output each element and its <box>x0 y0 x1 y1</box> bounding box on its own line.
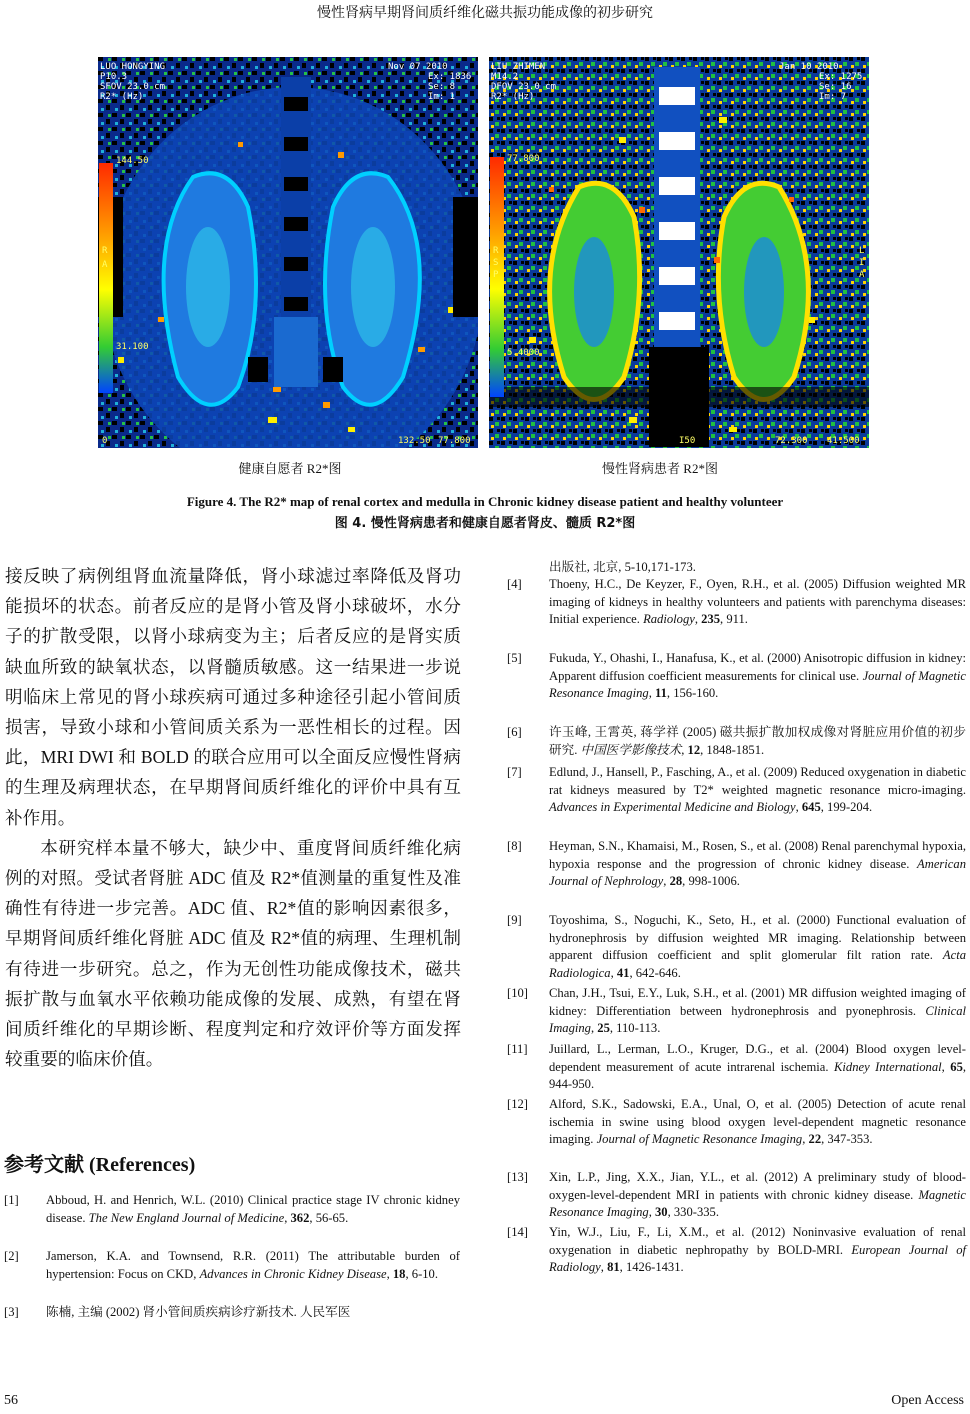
overlay-tl-1: LIU ZHIMEN <box>491 62 546 72</box>
bottom-right-value: 77.800 <box>438 436 471 446</box>
reference-pages: , 56-65. <box>309 1210 349 1225</box>
side-letter-3: A <box>859 270 865 280</box>
body-text-column <box>5 561 461 1074</box>
publisher-label: Open Access <box>891 1393 964 1408</box>
mri-r2-map-healthy <box>98 57 478 448</box>
scale-letter-3: P <box>493 270 499 280</box>
figure-caption-en: Figure 4. The R2* map of renal cortex and medulla in Chronic kidney disease patient and healthy volunteer <box>186 494 784 509</box>
reference-text: Heyman, S.N., Khamaisi, M., Rosen, S., et al. (2008) Renal parenchymal hypoxia, hypoxia response and the progression of chronic kidney disease. <box>549 839 966 871</box>
overlay-tr-2: Ex: 1275 <box>819 72 863 82</box>
reference-volume: 235 <box>701 612 721 627</box>
bottom-mid-value: I50 <box>679 436 696 446</box>
scale-top-value: 77.800 <box>507 154 540 164</box>
reference-sep: , <box>941 1059 951 1074</box>
reference-number: [13] <box>507 1170 528 1184</box>
reference-volume: 11 <box>654 686 667 701</box>
overlay-tl-2: P10.3 <box>100 72 128 82</box>
overlay-tr-3: Se: 16 <box>819 82 852 92</box>
reference-text: Chan, J.H., Tsui, E.Y., Luk, S.H., et al. (2001) MR diffusion weighted imaging of kidney: Differentiation between hydronephrosis and pyonephrosis. <box>549 986 966 1018</box>
reference-text: 许玉峰, 王霄英, 蒋学祥 (2005) 磁共振扩散加权成像对肾脏应用价值的初步研究. <box>549 725 966 757</box>
reference-volume: 18 <box>392 1266 406 1281</box>
reference-number: [11] <box>507 1042 528 1056</box>
reference-sep: , <box>694 612 702 627</box>
reference-pages: , 330-335. <box>667 1205 719 1220</box>
reference-pages: , 199-204. <box>820 800 873 815</box>
scale-bottom-value: 5.4000 <box>507 348 540 358</box>
reference-journal: 中国医学影像技术 <box>580 742 682 757</box>
reference-number: [3] <box>4 1305 19 1319</box>
subcaption-right: 慢性肾病患者 R2*图 <box>602 461 718 476</box>
references-heading: 参考文献 (References) <box>4 1154 196 1176</box>
reference-pages: , 6-10. <box>405 1266 438 1281</box>
reference-journal: American Journal of Nephrology <box>549 856 966 889</box>
figure-caption-cn: 图 4. 慢性肾病患者和健康自愿者肾皮、髓质 R2*图 <box>334 516 636 531</box>
overlay-tl-1: LUO HONGYING <box>100 62 166 72</box>
reference-text: Jamerson, K.A. and Townsend, R.R. (2011) The attributable burden of hypertension: Focus on CKD, <box>46 1249 460 1281</box>
side-letter-1: L <box>859 246 865 256</box>
reference-text: Thoeny, H.C., De Keyzer, F., Oyen, R.H., et al. (2005) Diffusion weighted MR imaging of kidneys in healthy volunteers and patients with parenchyma diseases: Initial experience. <box>549 577 966 627</box>
reference-journal: Radiology <box>643 612 695 627</box>
reference-text: Alford, S.K., Sadowski, E.A., Unal, O, et al. (2005) Detection of acute renal ischemia in swine using blood oxygen level-dependent magnetic resonance imaging. <box>549 1097 966 1147</box>
reference-pages: , 110-113. <box>609 1021 661 1036</box>
running-header: 慢性肾病早期肾间质纤维化磁共振功能成像的初步研究 <box>317 6 653 21</box>
reference-sep: , <box>386 1266 393 1281</box>
reference-journal: Advances in Chronic Kidney Disease <box>199 1266 387 1281</box>
reference-number: [9] <box>507 913 522 927</box>
reference-volume: 41 <box>616 965 630 980</box>
reference-journal: Clinical Imaging <box>549 1003 966 1036</box>
overlay-tr-4: Im: 1 <box>428 92 456 102</box>
overlay-tr-1: Jan 10 2010 <box>779 62 839 72</box>
reference-number: [6] <box>507 725 522 739</box>
reference-text: Xin, L.P., Jing, X.X., Jian, Y.L., et al. (2012) A preliminary study of blood-oxygen-level-dependent MRI in patients with chronic kidney disease. <box>549 1170 966 1202</box>
reference-pages: , 944-950. <box>549 1059 967 1092</box>
subcaption-left: 健康自愿者 R2*图 <box>238 461 342 476</box>
overlay-tl-3: SFOV 23.0 cm <box>100 82 166 92</box>
reference-text: Abboud, H. and Henrich, W.L. (2010) Clinical practice stage IV chronic kidney disease. <box>46 1193 460 1225</box>
reference-number: [4] <box>507 577 522 591</box>
body-paragraph-2: 本研究样本量不够大，缺少中、重度肾间质纤维化病例的对照。受试者肾脏 ADC 值及 R2*值测量的重复性及准确性有待进一步完善。ADC 值、R2*值的影响因素很多，早期肾间质纤维化肾脏 ADC 值及 R2*值的病理、生理机制有待进一步研究。总之，作为无创性功能成像技术，磁共振扩散与血氧水平依赖功能成像的发展、成熟，有望在肾间质纤维化的早期诊断、程度判定和疗效评价等方面发挥较重要的临床价值。 <box>5 837 461 1070</box>
reference-text: Yin, W.J., Liu, F., Li, X.M., et al. (2012) Noninvasive evaluation of renal oxygenation in diabetic nephropathy by BOLD-MRI. <box>549 1225 966 1257</box>
scale-letter-2: A <box>102 260 108 270</box>
scale-letter-1: R <box>493 246 499 256</box>
reference-number: [7] <box>507 765 522 779</box>
reference-journal: European Journal of Radiology <box>549 1242 966 1275</box>
reference-pages: , 156-160. <box>666 686 719 701</box>
reference-number: [12] <box>507 1097 528 1111</box>
reference-journal: Journal of Magnetic Resonance Imaging <box>549 668 966 701</box>
reference-journal: Kidney International <box>834 1059 942 1074</box>
reference-sep: , <box>600 1260 608 1275</box>
bottom-right-value-2: 41.500 <box>827 436 860 446</box>
reference-sep: , <box>610 965 617 980</box>
overlay-tl-2: M14.2 <box>491 72 519 82</box>
overlay-tl-3: DFOV 23.0 cm <box>491 82 557 92</box>
overlay-tl-4: R2* (Hz) <box>491 92 535 102</box>
reference-volume: 25 <box>597 1021 610 1036</box>
reference-pages: , 1426-1431. <box>619 1260 684 1275</box>
scale-top-value: 144.50 <box>116 156 149 166</box>
reference-pages: , 998-1006. <box>682 874 740 889</box>
reference-volume: 65 <box>950 1059 963 1074</box>
reference-volume: 81 <box>607 1260 620 1275</box>
reference-volume: 362 <box>290 1210 310 1225</box>
reference-text: Edlund, J., Hansell, P., Fasching, A., et al. (2009) Reduced oxygenation in diabetic rat kidneys measured by T2* weighted magnetic resonance micro-imaging. <box>549 765 966 797</box>
reference-pages: , 642-646. <box>629 965 681 980</box>
reference-number: [5] <box>507 651 522 665</box>
page-number: 56 <box>4 1393 18 1408</box>
reference-text: Toyoshima, S., Noguchi, K., Seto, H., et al. (2000) Functional evaluation of hydronephrosis by diffusion weighted MR imaging. Relationship between apparent diffusion coefficient and split glomerular filt ration rate. <box>549 913 966 963</box>
reference-text: Fukuda, Y., Ohashi, I., Hanafusa, K., et al. (2000) Anisotropic diffusion in kidney: Apparent diffusion coefficient measurements for clinical use. <box>549 651 966 683</box>
reference-number: [2] <box>4 1249 19 1263</box>
reference-sep: , <box>663 874 670 889</box>
reference-sep: , <box>802 1132 809 1147</box>
scale-bottom-value: 31.100 <box>116 342 149 352</box>
bottom-left-value: 0 <box>102 436 108 446</box>
reference-number: [14] <box>507 1225 528 1239</box>
reference-text: 陈楠, 主编 (2002) 肾小管间质疾病诊疗新技术. 人民军医 <box>46 1305 351 1319</box>
bottom-mid-value: 132.50 <box>398 436 431 446</box>
reference-sep: , <box>795 800 802 815</box>
reference-sep: , <box>681 742 688 757</box>
reference-sep: , <box>284 1210 291 1225</box>
body-paragraph-1: 接反映了病例组肾血流量降低，肾小球滤过率降低及肾功能损坏的状态。前者反应的是肾小管及肾小球破坏，水分子的扩散受限，以肾小球病变为主；后者反应的是肾实质缺血所致的缺氧状态，以肾髓质敏感。这一结果进一步说明临床上常见的肾小球疾病可通过多种途径引起小管间质损害，导致小球和小管间质关系为一恶性相长的过程。因此，MRI DWI 和 BOLD 的联合应用可以全面反应慢性肾病的生理及病理状态，在早期肾间质纤维化的评价中具有互补作用。 <box>5 566 461 828</box>
reference-volume: 645 <box>801 800 821 815</box>
reference-3-continuation: 出版社, 北京, 5-10,171-173. <box>549 560 696 574</box>
reference-journal: The New England Journal of Medicine <box>88 1210 285 1225</box>
reference-volume: 12 <box>687 742 701 757</box>
reference-text: Juillard, L., Lerman, L.O., Kruger, D.G., et al. (2004) Blood oxygen level-dependent measurement of acute intrarenal ischemia. <box>549 1042 966 1074</box>
reference-number: [8] <box>507 839 522 853</box>
bottom-right-value-1: 72.300 <box>775 436 808 446</box>
reference-number: [1] <box>4 1193 19 1207</box>
reference-sep: , <box>590 1021 598 1036</box>
reference-journal: Journal of Magnetic Resonance Imaging <box>596 1132 803 1147</box>
reference-pages: , 347-353. <box>821 1132 873 1147</box>
reference-journal: Advances in Experimental Medicine and Biology <box>549 800 796 815</box>
reference-pages: , 911. <box>720 612 748 627</box>
reference-pages: , 1848-1851. <box>700 742 765 757</box>
reference-volume: 22 <box>808 1132 822 1147</box>
scale-letter-1: R <box>102 246 108 256</box>
reference-sep: , <box>648 1205 655 1220</box>
mri-r2-map-ckd-patient <box>489 57 869 448</box>
reference-number: [10] <box>507 986 528 1000</box>
overlay-tr-3: Se: 8 <box>428 82 456 92</box>
overlay-tr-4: Im: 7 <box>819 92 847 102</box>
scale-letter-2: S <box>493 258 499 268</box>
reference-sep: , <box>648 686 655 701</box>
side-letter-2: I <box>859 258 865 268</box>
overlay-tr-1: Nov 07 2010 <box>388 62 448 72</box>
reference-volume: 28 <box>669 874 683 889</box>
reference-volume: 30 <box>654 1205 668 1220</box>
reference-journal: Acta Radiologica <box>549 948 966 980</box>
overlay-tr-2: Ex: 1836 <box>428 72 472 82</box>
overlay-tl-4: R2* (Hz) <box>100 92 144 102</box>
reference-journal: Magnetic Resonance Imaging <box>549 1187 966 1220</box>
